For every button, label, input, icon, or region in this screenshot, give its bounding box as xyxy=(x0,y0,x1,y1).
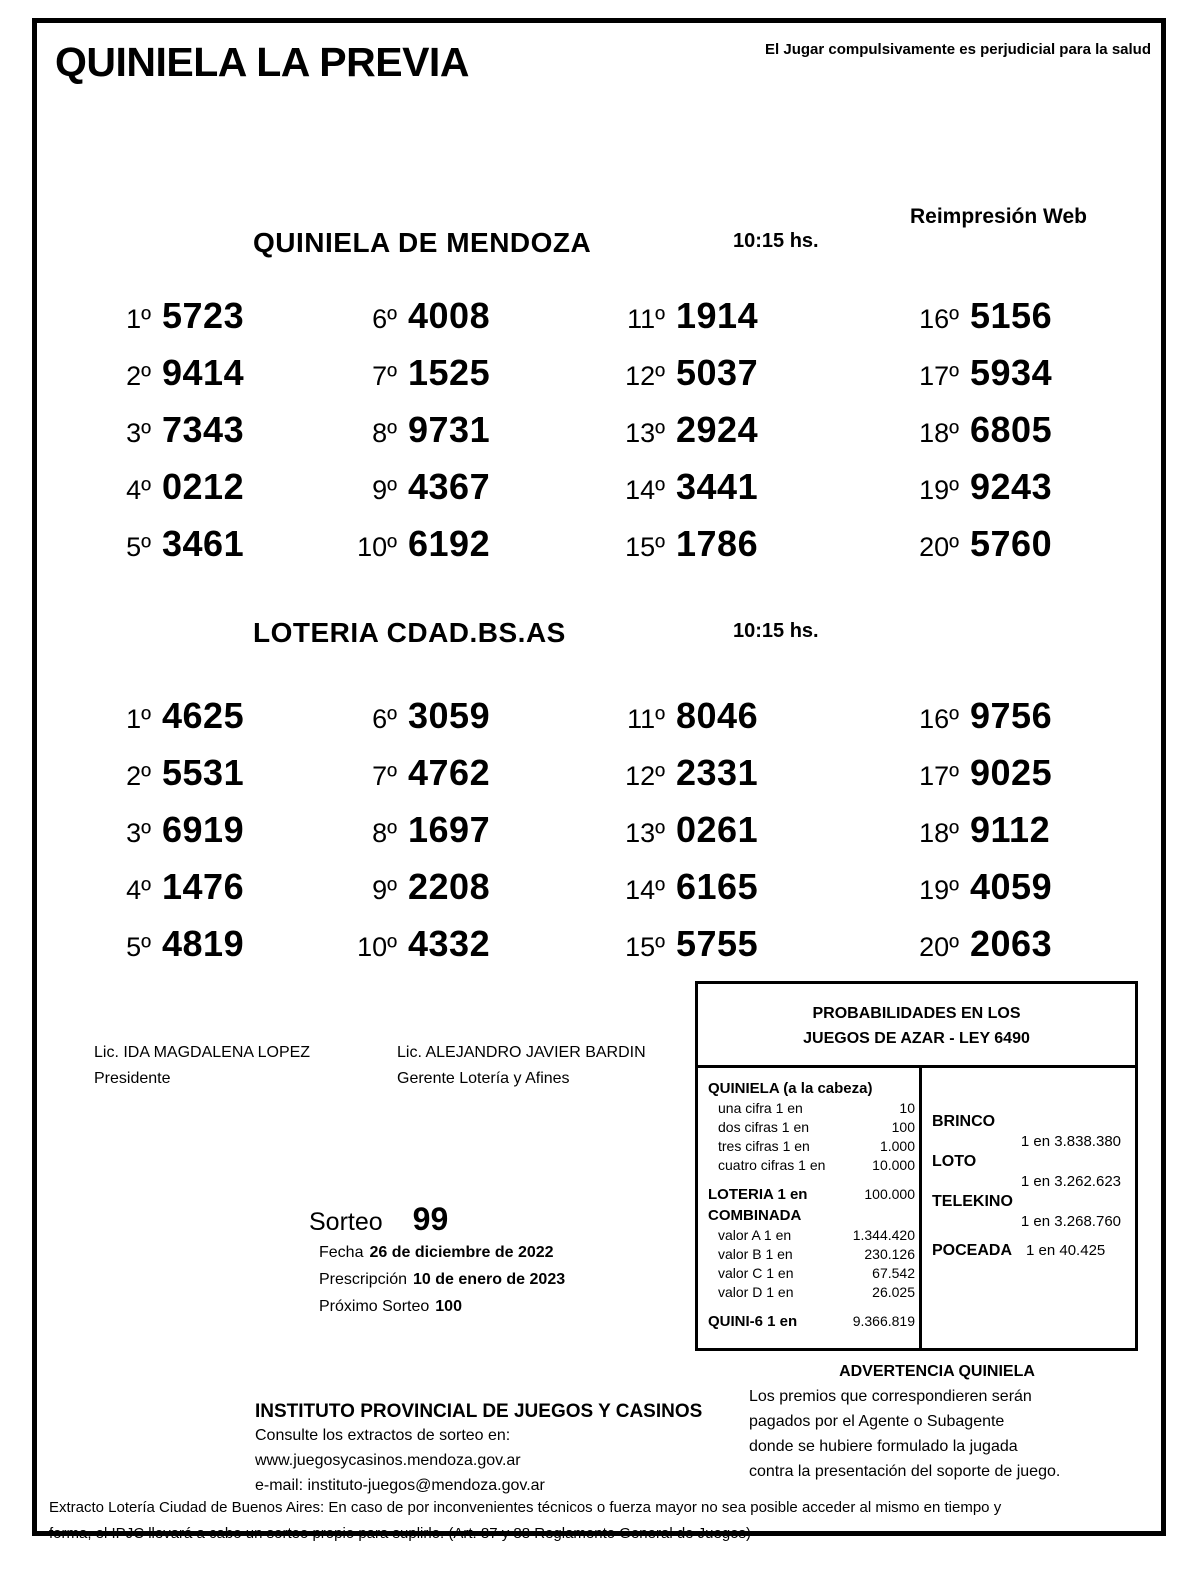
result-number: 1786 xyxy=(676,523,759,564)
result-position: 15º xyxy=(625,532,665,562)
probability-row xyxy=(708,1283,915,1302)
advertencia-line2: pagados por el Agente o Subagente xyxy=(749,1413,1005,1430)
institute-line1: Consulte los extractos de sorteo en: xyxy=(255,1427,511,1444)
results-grid-mendoza xyxy=(37,295,1161,580)
result-cell xyxy=(843,295,1123,352)
result-position: 14º xyxy=(625,475,665,505)
result-number: 9756 xyxy=(970,695,1053,736)
result-number: 3461 xyxy=(162,523,245,564)
probability-row xyxy=(708,1118,915,1137)
probabilities-title-line1: PROBABILIDADES EN LOS xyxy=(812,1005,1021,1022)
result-cell xyxy=(299,466,571,523)
loteria-row xyxy=(708,1184,915,1205)
result-number: 6919 xyxy=(162,809,245,850)
result-cell xyxy=(843,866,1123,923)
quiniela-row-label: dos cifras 1 en xyxy=(718,1119,810,1135)
result-position: 11º xyxy=(627,304,665,334)
result-position: 17º xyxy=(919,761,959,791)
signature-manager-role: Gerente Lotería y Afines xyxy=(397,1070,570,1087)
combinada-row-label: valor D 1 en xyxy=(718,1284,794,1300)
game-odds: 1 en 3.268.760 xyxy=(1020,1213,1121,1230)
result-number: 5760 xyxy=(970,523,1053,564)
result-number: 7343 xyxy=(162,409,245,450)
combinada-row-label: valor A 1 en xyxy=(718,1227,792,1243)
quiniela-row-label: tres cifras 1 en xyxy=(718,1138,810,1154)
result-cell xyxy=(571,466,843,523)
draw-time-mendoza: 10:15 hs. xyxy=(733,230,819,252)
result-cell xyxy=(299,409,571,466)
sorteo-prescripcion-label: Prescripción xyxy=(319,1271,408,1288)
result-cell xyxy=(571,695,843,752)
result-position: 20º xyxy=(919,532,959,562)
sorteo-proximo-label: Próximo Sorteo xyxy=(319,1298,430,1315)
result-cell xyxy=(571,295,843,352)
result-position: 19º xyxy=(919,475,959,505)
quiniela-heading: QUINIELA (a la cabeza) xyxy=(708,1080,873,1097)
combinada-row-value: 230.126 xyxy=(864,1246,915,1262)
spacer xyxy=(708,1175,915,1184)
reprint-label: Reimpresión Web xyxy=(910,205,1087,228)
result-position: 4º xyxy=(126,475,151,505)
combinada-row-value: 1.344.420 xyxy=(852,1227,915,1243)
game-name: LOTO xyxy=(932,1153,977,1170)
result-cell xyxy=(843,466,1123,523)
quiniela-row-value: 10 xyxy=(899,1100,915,1116)
result-position: 9º xyxy=(372,475,397,505)
result-position: 20º xyxy=(919,932,959,962)
result-cell xyxy=(37,809,299,866)
result-number: 4332 xyxy=(408,923,491,964)
result-number: 0261 xyxy=(676,809,759,850)
result-cell xyxy=(299,809,571,866)
probabilities-left-column xyxy=(698,1068,922,1351)
spacer xyxy=(708,1302,915,1311)
institute-block xyxy=(255,1401,702,1498)
institute-website: www.juegosycasinos.mendoza.gov.ar xyxy=(255,1452,521,1469)
result-position: 3º xyxy=(126,418,151,448)
result-position: 10º xyxy=(357,532,397,562)
combinada-row-value: 67.542 xyxy=(872,1265,915,1281)
result-position: 7º xyxy=(372,761,397,791)
result-cell xyxy=(299,866,571,923)
probability-row xyxy=(708,1156,915,1175)
signature-president-name: Lic. IDA MAGDALENA LOPEZ xyxy=(94,1044,311,1061)
quini6-label: QUINI-6 1 en xyxy=(708,1313,798,1330)
result-cell xyxy=(843,809,1123,866)
result-position: 8º xyxy=(372,418,397,448)
result-cell xyxy=(571,352,843,409)
result-position: 13º xyxy=(625,818,665,848)
result-number: 6165 xyxy=(676,866,759,907)
right-games-list xyxy=(932,1112,1127,1232)
sorteo-proximo-value: 100 xyxy=(435,1298,462,1315)
result-cell xyxy=(843,352,1123,409)
draw-title-mendoza: QUINIELA DE MENDOZA xyxy=(253,227,592,258)
probability-row xyxy=(708,1137,915,1156)
footer-line2: forma, el IPJC llevará a cabo un sorteo propio para suplirlo. (Art. 87 y 88 Reglamento General de Juegos) xyxy=(49,1525,752,1542)
quiniela-rows xyxy=(708,1099,915,1175)
quini6-value: 9.366.819 xyxy=(852,1313,915,1329)
signature-president-role: Presidente xyxy=(94,1070,171,1087)
result-number: 9731 xyxy=(408,409,491,450)
result-cell xyxy=(843,695,1123,752)
spacer xyxy=(932,1232,1127,1241)
result-number: 4762 xyxy=(408,752,491,793)
result-number: 5531 xyxy=(162,752,245,793)
result-position: 14º xyxy=(625,875,665,905)
result-number: 6192 xyxy=(408,523,491,564)
quiniela-row-value: 100 xyxy=(891,1119,915,1135)
probabilities-right-column xyxy=(922,1068,1135,1351)
result-number: 5934 xyxy=(970,352,1053,393)
game-odds: 1 en 3.838.380 xyxy=(1020,1133,1121,1150)
result-number: 4819 xyxy=(162,923,245,964)
result-cell xyxy=(37,866,299,923)
institute-email: e-mail: instituto-juegos@mendoza.gov.ar xyxy=(255,1477,545,1494)
loteria-value: 100.000 xyxy=(864,1186,915,1202)
sorteo-fecha xyxy=(309,1240,565,1265)
combinada-heading: COMBINADA xyxy=(708,1207,802,1224)
result-position: 15º xyxy=(625,932,665,962)
result-number: 4059 xyxy=(970,866,1053,907)
probabilities-title xyxy=(698,984,1135,1068)
results-grid-bsas xyxy=(37,695,1161,980)
result-cell xyxy=(299,352,571,409)
result-number: 9414 xyxy=(162,352,245,393)
result-number: 5723 xyxy=(162,295,245,336)
advertencia-block xyxy=(737,1363,1137,1484)
extract-page xyxy=(32,18,1166,1542)
result-cell xyxy=(299,295,571,352)
sorteo-header xyxy=(309,1201,565,1238)
result-cell xyxy=(571,866,843,923)
game-name: TELEKINO xyxy=(932,1193,1013,1210)
sorteo-label: Sorteo xyxy=(309,1208,383,1236)
sorteo-proximo xyxy=(309,1294,565,1319)
result-number: 5156 xyxy=(970,295,1053,336)
advertencia-line4: contra la presentación del soporte de juego. xyxy=(749,1463,1061,1480)
footer-disclaimer xyxy=(49,1495,1149,1547)
quini6-row xyxy=(708,1311,915,1332)
game-name: BRINCO xyxy=(932,1113,996,1130)
result-cell xyxy=(571,409,843,466)
result-number: 1697 xyxy=(408,809,491,850)
result-cell xyxy=(571,923,843,980)
sorteo-fecha-value: 26 de diciembre de 2022 xyxy=(369,1244,554,1261)
game-odds: 1 en 3.262.623 xyxy=(1020,1173,1121,1190)
gambling-warning: El Jugar compulsivamente es perjudicial para la salud xyxy=(765,41,1151,58)
signature-manager xyxy=(397,1040,646,1092)
result-position: 18º xyxy=(919,818,959,848)
signature-president xyxy=(94,1040,310,1092)
result-position: 6º xyxy=(372,304,397,334)
probability-row xyxy=(708,1264,915,1283)
combinada-row-label: valor B 1 en xyxy=(718,1246,793,1262)
poceada-row xyxy=(932,1241,1127,1261)
quiniela-row-label: una cifra 1 en xyxy=(718,1100,803,1116)
result-number: 2331 xyxy=(676,752,759,793)
result-position: 17º xyxy=(919,361,959,391)
result-number: 3441 xyxy=(676,466,759,507)
result-position: 5º xyxy=(126,932,151,962)
probabilities-title-line2: JUEGOS DE AZAR - LEY 6490 xyxy=(803,1030,1030,1047)
result-number: 4008 xyxy=(408,295,491,336)
result-position: 1º xyxy=(126,304,151,334)
result-number: 4625 xyxy=(162,695,245,736)
result-position: 2º xyxy=(126,761,151,791)
result-cell xyxy=(571,809,843,866)
poceada-odds: 1 en 40.425 xyxy=(1026,1242,1106,1259)
result-number: 4367 xyxy=(408,466,491,507)
result-position: 18º xyxy=(919,418,959,448)
quiniela-row-label: cuatro cifras 1 en xyxy=(718,1157,826,1173)
result-cell xyxy=(299,923,571,980)
result-position: 19º xyxy=(919,875,959,905)
result-cell xyxy=(37,695,299,752)
result-position: 11º xyxy=(627,704,665,734)
probabilities-body xyxy=(698,1068,1135,1351)
sorteo-fecha-label: Fecha xyxy=(319,1244,364,1261)
result-position: 8º xyxy=(372,818,397,848)
advertencia-title: ADVERTENCIA QUINIELA xyxy=(839,1363,1035,1380)
result-number: 9243 xyxy=(970,466,1053,507)
result-cell xyxy=(571,752,843,809)
result-position: 2º xyxy=(126,361,151,391)
probability-row xyxy=(708,1226,915,1245)
result-number: 2924 xyxy=(676,409,759,450)
result-number: 0212 xyxy=(162,466,245,507)
result-cell xyxy=(843,923,1123,980)
probability-row xyxy=(708,1099,915,1118)
result-cell xyxy=(37,409,299,466)
result-position: 9º xyxy=(372,875,397,905)
result-cell xyxy=(37,466,299,523)
result-number: 1914 xyxy=(676,295,759,336)
result-cell xyxy=(299,523,571,580)
poceada-name: POCEADA xyxy=(932,1242,1013,1259)
institute-title: INSTITUTO PROVINCIAL DE JUEGOS Y CASINOS xyxy=(255,1401,703,1422)
result-position: 16º xyxy=(919,304,959,334)
advertencia-line3: donde se hubiere formulado la jugada xyxy=(749,1438,1018,1455)
quiniela-row-value: 1.000 xyxy=(879,1138,915,1154)
page-title: QUINIELA LA PREVIA xyxy=(55,39,469,85)
result-cell xyxy=(37,923,299,980)
result-cell xyxy=(299,752,571,809)
sorteo-info xyxy=(309,1201,565,1319)
probabilities-box xyxy=(695,981,1138,1351)
combinada-row-label: valor C 1 en xyxy=(718,1265,794,1281)
result-position: 1º xyxy=(126,704,151,734)
result-number: 5755 xyxy=(676,923,759,964)
probability-row xyxy=(708,1245,915,1264)
result-number: 1476 xyxy=(162,866,245,907)
result-cell xyxy=(571,523,843,580)
sorteo-prescripcion xyxy=(309,1267,565,1292)
result-position: 4º xyxy=(126,875,151,905)
result-position: 10º xyxy=(357,932,397,962)
result-position: 3º xyxy=(126,818,151,848)
result-number: 2063 xyxy=(970,923,1053,964)
result-position: 6º xyxy=(372,704,397,734)
result-position: 12º xyxy=(625,361,665,391)
result-cell xyxy=(37,752,299,809)
result-number: 3059 xyxy=(408,695,491,736)
result-number: 2208 xyxy=(408,866,491,907)
footer-line1: Extracto Lotería Ciudad de Buenos Aires: En caso de por inconvenientes técnicos o fuerza mayor no sea posible acceder al mismo en tiempo y xyxy=(49,1499,1002,1516)
result-cell xyxy=(299,695,571,752)
result-number: 9112 xyxy=(970,809,1051,850)
result-cell xyxy=(843,752,1123,809)
combinada-row-value: 26.025 xyxy=(872,1284,915,1300)
result-position: 13º xyxy=(625,418,665,448)
result-number: 1525 xyxy=(408,352,491,393)
draw-title-bsas: LOTERIA CDAD.BS.AS xyxy=(253,617,566,648)
combinada-rows xyxy=(708,1226,915,1302)
sorteo-prescripcion-value: 10 de enero de 2023 xyxy=(413,1271,566,1288)
loteria-label: LOTERIA 1 en xyxy=(708,1186,808,1203)
result-cell xyxy=(843,523,1123,580)
result-position: 12º xyxy=(625,761,665,791)
advertencia-line1: Los premios que correspondieren serán xyxy=(749,1388,1032,1405)
result-position: 16º xyxy=(919,704,959,734)
result-cell xyxy=(37,295,299,352)
result-cell xyxy=(37,523,299,580)
result-position: 5º xyxy=(126,532,151,562)
signature-manager-name: Lic. ALEJANDRO JAVIER BARDIN xyxy=(397,1044,646,1061)
result-number: 5037 xyxy=(676,352,759,393)
result-number: 6805 xyxy=(970,409,1053,450)
result-number: 9025 xyxy=(970,752,1053,793)
result-cell xyxy=(37,352,299,409)
quiniela-row-value: 10.000 xyxy=(872,1157,915,1173)
draw-time-bsas: 10:15 hs. xyxy=(733,620,819,642)
result-cell xyxy=(843,409,1123,466)
result-position: 7º xyxy=(372,361,397,391)
result-number: 8046 xyxy=(676,695,759,736)
sorteo-number: 99 xyxy=(412,1201,449,1237)
